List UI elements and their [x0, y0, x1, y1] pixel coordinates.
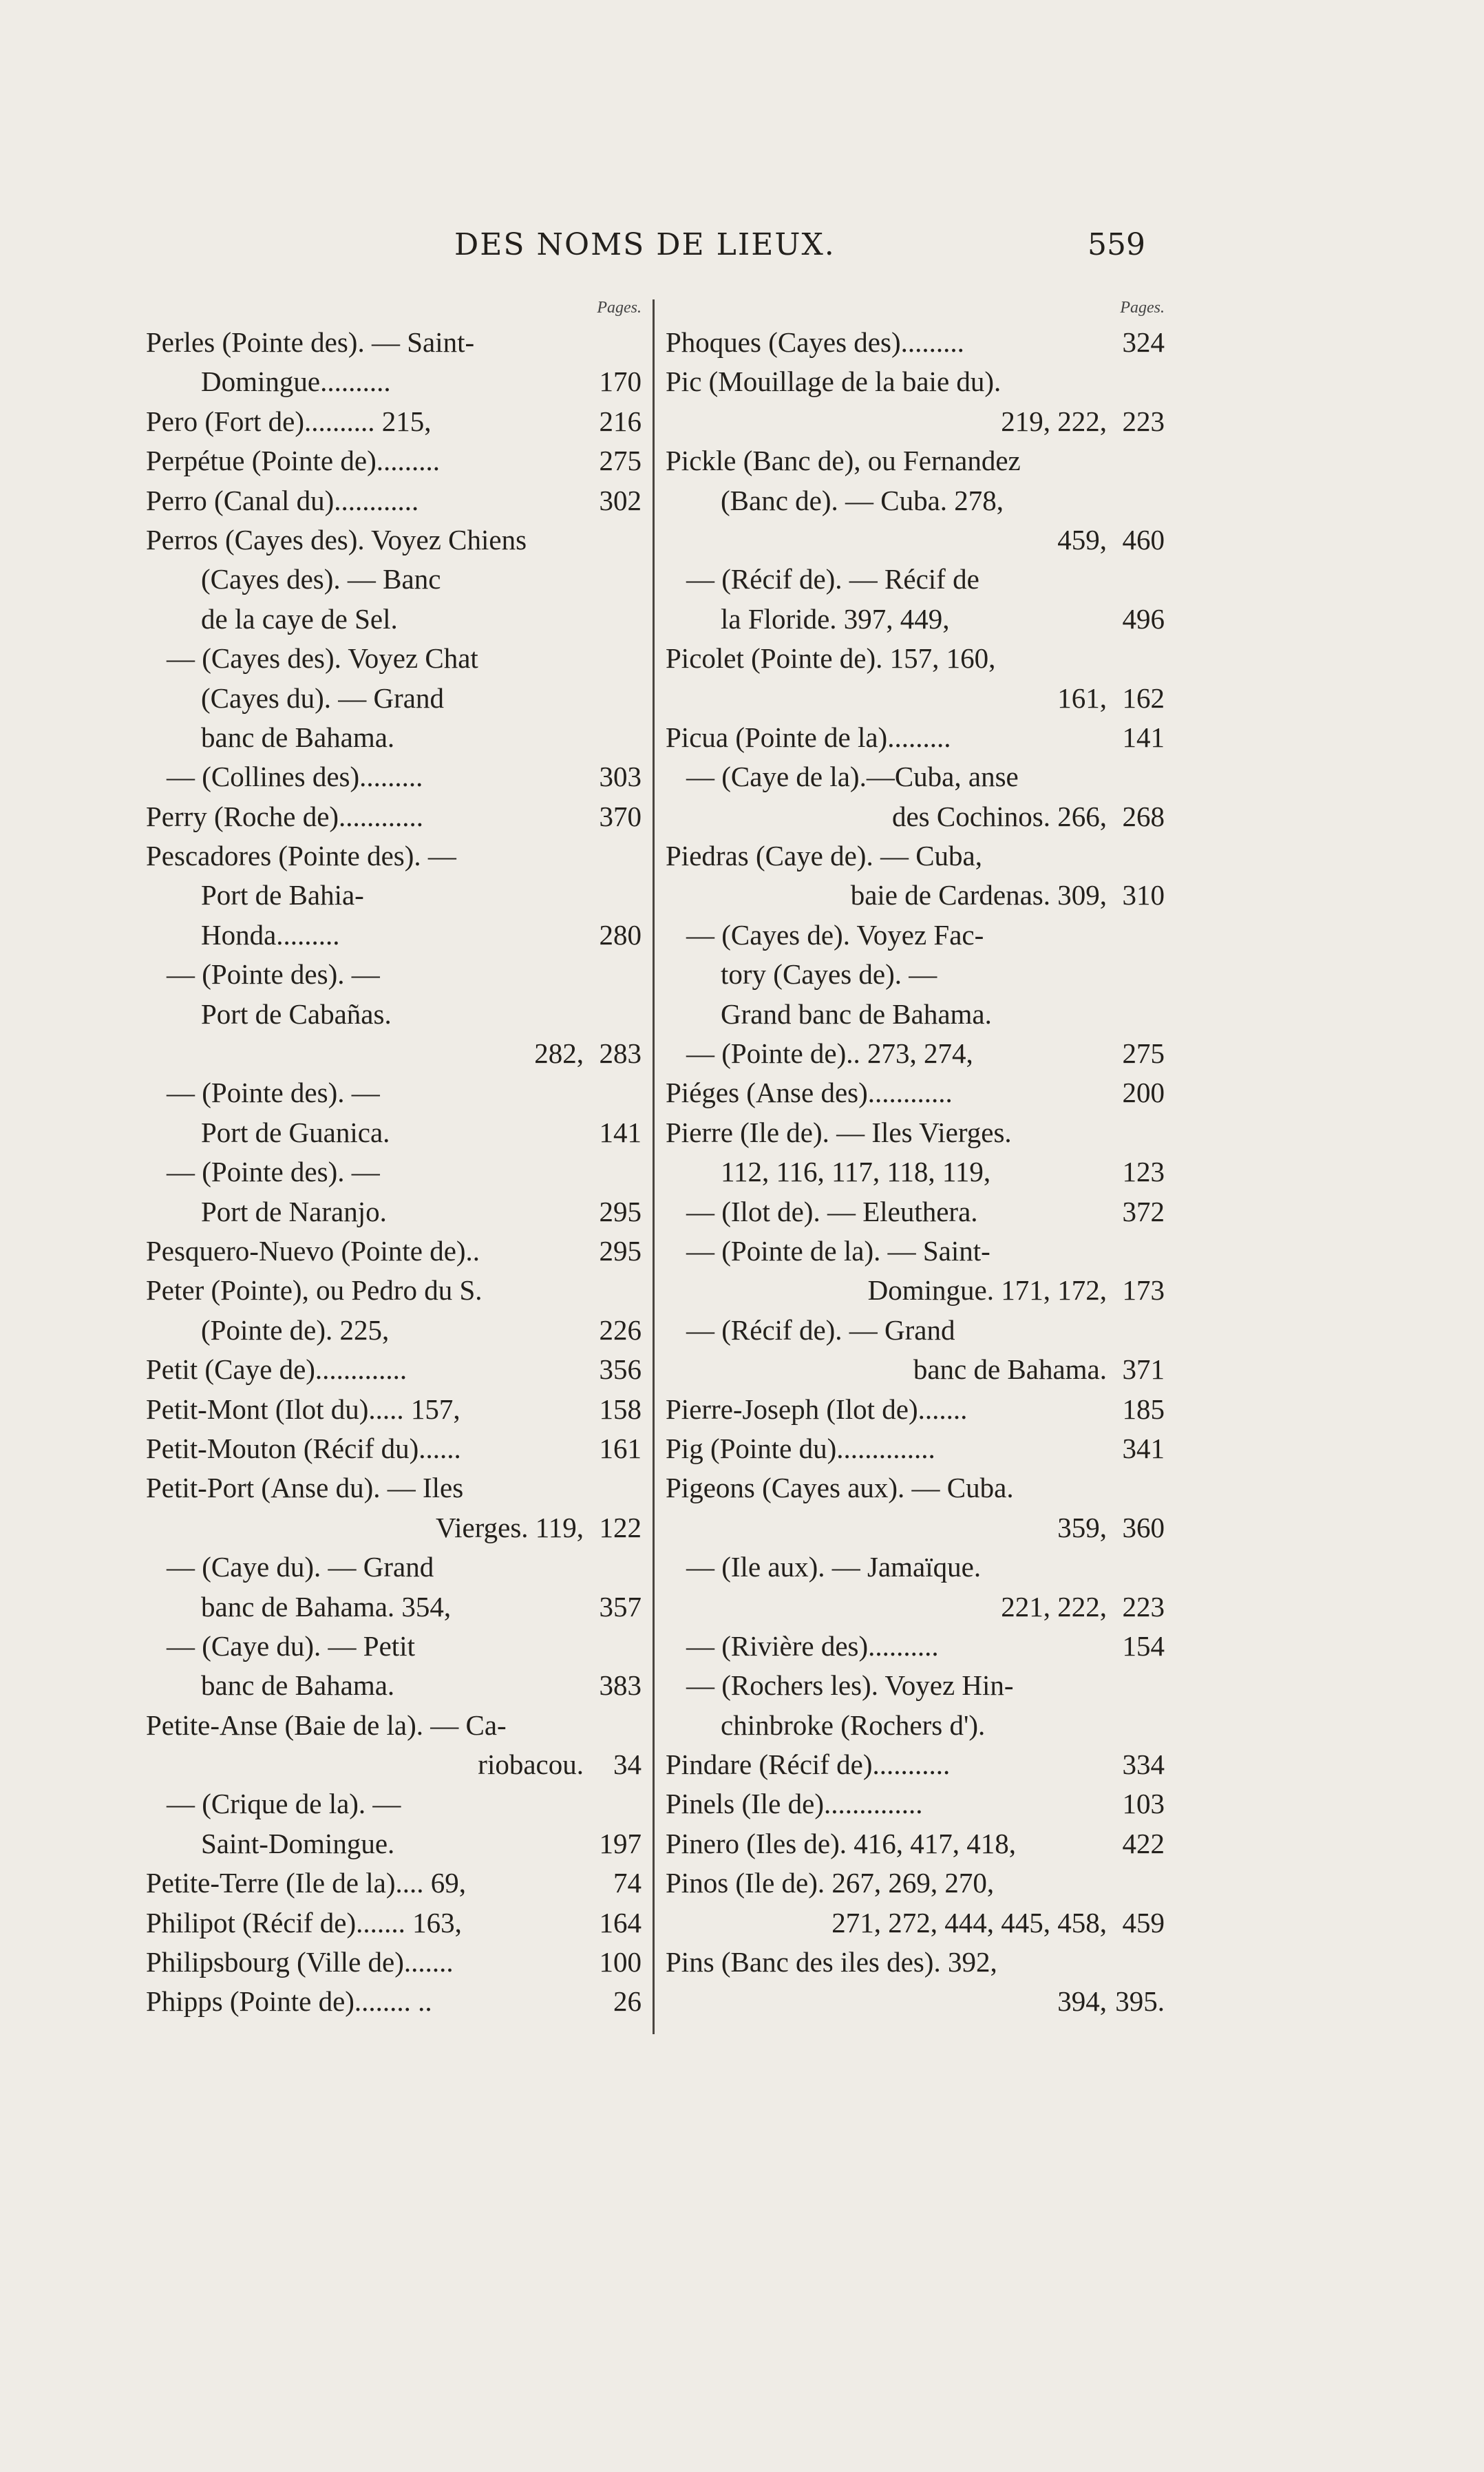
entry-text: Vierges. 119, — [436, 1508, 586, 1547]
entry-text: Port de Bahia- — [201, 876, 367, 915]
index-entry — [666, 955, 1165, 994]
entry-text: 359, — [1057, 1508, 1110, 1547]
index-entry — [666, 797, 1165, 836]
entry-text: (Cayes des). — Banc — [201, 560, 443, 599]
index-entry — [666, 323, 1165, 362]
index-entry — [666, 876, 1165, 915]
entry-text: — (Caye de la).—Cuba, anse — [686, 757, 1021, 796]
entry-text: des Cochinos. 266, — [892, 797, 1110, 836]
entry-text: Petit (Caye de)............. — [146, 1350, 410, 1389]
entry-text: Pero (Fort de).......... 215, — [146, 402, 434, 441]
index-entry — [146, 1943, 642, 1982]
entry-page-number: 302 — [595, 481, 642, 520]
entry-page-number: 275 — [1119, 1034, 1165, 1073]
entry-text: Pierre-Joseph (Ilot de)....... — [666, 1390, 970, 1429]
entry-text: Domingue.......... — [201, 362, 394, 401]
entry-page-number: 185 — [1119, 1390, 1165, 1429]
entry-text: 219, 222, — [1001, 402, 1110, 441]
index-entry — [146, 1152, 642, 1192]
entry-text: 161, — [1057, 679, 1110, 718]
entry-page-number: 141 — [1119, 718, 1165, 757]
entry-page-number: 197 — [595, 1824, 642, 1863]
entry-text: — (Cayes de). Voyez Fac- — [686, 916, 986, 955]
entry-text: — (Collines des)......... — [167, 757, 425, 796]
index-entry — [146, 1587, 642, 1627]
page-title: DES NOMS DE LIEUX. — [454, 227, 836, 262]
index-entry — [666, 1627, 1165, 1666]
entry-text: Pic (Mouillage de la baie du). — [666, 362, 1004, 401]
entry-text: — (Pointe de la). — Saint- — [686, 1232, 993, 1271]
entry-text: (Cayes du). — Grand — [201, 679, 447, 718]
index-entry — [666, 1034, 1165, 1073]
entry-page-number: 303 — [595, 757, 642, 796]
entry-text: tory (Cayes de). — — [721, 955, 940, 994]
index-entry — [666, 1192, 1165, 1232]
index-entry — [666, 600, 1165, 639]
entry-page-number: 334 — [1119, 1745, 1165, 1784]
index-entry — [146, 1350, 642, 1389]
index-entry — [146, 836, 642, 876]
index-entry — [146, 323, 642, 362]
index-entry — [666, 1073, 1165, 1112]
index-entry — [666, 362, 1165, 401]
entry-text: Pickle (Banc de), ou Fernandez — [666, 441, 1024, 480]
index-entry — [666, 1468, 1165, 1508]
index-entry — [146, 1271, 642, 1310]
index-entry — [666, 679, 1165, 718]
index-entry — [666, 402, 1165, 441]
entry-text: Phipps (Pointe de)........ .. — [146, 1982, 435, 2021]
index-entry — [146, 995, 642, 1034]
index-entry — [666, 1311, 1165, 1350]
entry-text: Grand banc de Bahama. — [721, 995, 995, 1034]
entry-page-number: 103 — [1119, 1784, 1165, 1824]
index-entry — [666, 916, 1165, 955]
entry-page-number: 356 — [595, 1350, 642, 1389]
entry-text: (Banc de). — Cuba. 278, — [721, 481, 1006, 520]
entry-page-number: 74 — [609, 1863, 642, 1903]
entry-text: Domingue. 171, 172, — [868, 1271, 1110, 1310]
entry-text: Peter (Pointe), ou Pedro du S. — [146, 1271, 485, 1310]
index-entry — [666, 1232, 1165, 1271]
entry-page-number: 141 — [595, 1113, 642, 1152]
entry-page-number: 123 — [1119, 1152, 1165, 1192]
index-entry — [666, 1824, 1165, 1863]
left-index-column — [146, 293, 642, 2022]
entry-text: Picua (Pointe de la)......... — [666, 718, 953, 757]
index-entry — [146, 718, 642, 757]
index-entry — [146, 1113, 642, 1152]
index-entry — [146, 1666, 642, 1705]
entry-text: — (Ilot de). — Eleuthera. — [686, 1192, 981, 1232]
entry-text: Perles (Pointe des). — Saint- — [146, 323, 477, 362]
entry-text: Pinos (Ile de). 267, 269, 270, — [666, 1863, 997, 1903]
entry-text: — (Pointe des). — — [167, 955, 383, 994]
entry-page-number: 26 — [609, 1982, 642, 2021]
index-entry — [146, 639, 642, 678]
index-entry — [146, 757, 642, 796]
entry-text: — (Pointe des). — — [167, 1073, 383, 1112]
index-entry — [146, 600, 642, 639]
entry-page-number: 360 — [1119, 1508, 1165, 1547]
index-entry — [146, 1784, 642, 1824]
entry-text: Petit-Mouton (Récif du)...... — [146, 1429, 464, 1468]
index-entry — [146, 520, 642, 560]
index-entry — [666, 1271, 1165, 1310]
entry-page-number: 460 — [1119, 520, 1165, 560]
index-entry — [666, 441, 1165, 480]
index-entry — [146, 1863, 642, 1903]
entry-text: Honda......... — [201, 916, 343, 955]
entry-page-number: 275 — [595, 441, 642, 480]
index-entry — [146, 955, 642, 994]
entry-text: Saint-Domingue. — [201, 1824, 397, 1863]
index-entry — [146, 1232, 642, 1271]
entry-text: Pinero (Iles de). 416, 417, 418, — [666, 1824, 1019, 1863]
index-entry — [146, 1547, 642, 1587]
entry-text: Pigeons (Cayes aux). — Cuba. — [666, 1468, 1017, 1508]
entry-text: Petite-Terre (Ile de la).... 69, — [146, 1863, 469, 1903]
entry-text: Pig (Pointe du).............. — [666, 1429, 938, 1468]
entry-page-number: 170 — [595, 362, 642, 401]
index-entry — [666, 1113, 1165, 1152]
entry-text: Piedras (Caye de). — Cuba, — [666, 836, 985, 876]
entry-text: 271, 272, 444, 445, 458, — [831, 1903, 1110, 1943]
entry-text: banc de Bahama. — [913, 1350, 1110, 1389]
entry-text: Perro (Canal du)............ — [146, 481, 421, 520]
entry-text: banc de Bahama. — [201, 1666, 397, 1705]
entry-page-number: 370 — [595, 797, 642, 836]
entry-text: la Floride. 397, 449, — [721, 600, 953, 639]
pages-column-label: Pages. — [597, 299, 642, 317]
index-entry — [146, 916, 642, 955]
entry-text: Pescadores (Pointe des). — — [146, 836, 459, 876]
index-entry — [666, 1350, 1165, 1389]
index-entry — [146, 876, 642, 915]
entry-page-number: 395. — [1111, 1982, 1165, 2021]
entry-page-number: 310 — [1119, 876, 1165, 915]
index-entry — [666, 1863, 1165, 1903]
entry-text: — (Rochers les). Voyez Hin- — [686, 1666, 1017, 1705]
index-entry — [146, 679, 642, 718]
index-entry — [146, 481, 642, 520]
entry-page-number: 324 — [1119, 323, 1165, 362]
index-entry — [666, 836, 1165, 876]
entry-page-number: 357 — [595, 1587, 642, 1627]
entry-text: Petit-Mont (Ilot du)..... 157, — [146, 1390, 463, 1429]
entry-text: Perpétue (Pointe de)......... — [146, 441, 443, 480]
entry-page-number: 383 — [595, 1666, 642, 1705]
entry-text: — (Crique de la). — — [167, 1784, 403, 1824]
entry-page-number: 154 — [1119, 1627, 1165, 1666]
entry-text: Perros (Cayes des). Voyez Chiens — [146, 520, 529, 560]
entry-page-number: 100 — [595, 1943, 642, 1982]
entry-page-number: 372 — [1119, 1192, 1165, 1232]
entry-text: (Pointe de). 225, — [201, 1311, 392, 1350]
entry-page-number: 371 — [1119, 1350, 1165, 1389]
entry-text: Pesquero-Nuevo (Pointe de).. — [146, 1232, 483, 1271]
page-number: 559 — [1088, 227, 1145, 262]
entry-page-number: 173 — [1119, 1271, 1165, 1310]
index-entry — [146, 1745, 642, 1784]
entry-text: Perry (Roche de)............ — [146, 797, 426, 836]
entry-page-number: 422 — [1119, 1824, 1165, 1863]
index-entry — [146, 1627, 642, 1666]
index-entry — [146, 1311, 642, 1350]
index-entry — [666, 1429, 1165, 1468]
entry-page-number: 223 — [1119, 1587, 1165, 1627]
index-entry — [666, 1745, 1165, 1784]
index-entry — [666, 520, 1165, 560]
entry-text: Philipot (Récif de)....... 163, — [146, 1903, 465, 1943]
index-entry — [146, 1468, 642, 1508]
index-entry — [146, 1508, 642, 1547]
column-divider — [653, 299, 655, 2034]
entry-text: Port de Cabañas. — [201, 995, 394, 1034]
entry-text: Port de Guanica. — [201, 1113, 392, 1152]
index-entry — [666, 1903, 1165, 1943]
entry-text: Pinels (Ile de).............. — [666, 1784, 925, 1824]
index-entry — [666, 718, 1165, 757]
entry-page-number: 164 — [595, 1903, 642, 1943]
index-entry — [666, 1706, 1165, 1745]
entry-text: chinbroke (Rochers d'). — [721, 1706, 988, 1745]
entry-text: banc de Bahama. 354, — [201, 1587, 454, 1627]
entry-page-number: 200 — [1119, 1073, 1165, 1112]
entry-text: Pins (Banc des iles des). 392, — [666, 1943, 1000, 1982]
entry-text: riobacou. — [478, 1745, 586, 1784]
index-entry — [146, 1706, 642, 1745]
index-entry — [146, 1390, 642, 1429]
entry-page-number: 223 — [1119, 402, 1165, 441]
index-entry — [666, 1390, 1165, 1429]
index-entry — [666, 757, 1165, 796]
index-entry — [666, 1508, 1165, 1547]
entry-text: — (Rivière des).......... — [686, 1627, 942, 1666]
index-entry — [666, 560, 1165, 599]
index-entry — [666, 1547, 1165, 1587]
entry-page-number: 341 — [1119, 1429, 1165, 1468]
index-entry — [146, 1192, 642, 1232]
index-entry — [666, 995, 1165, 1034]
entry-text: baie de Cardenas. 309, — [851, 876, 1110, 915]
index-entry — [666, 481, 1165, 520]
entry-text: 221, 222, — [1001, 1587, 1110, 1627]
entry-text: Port de Naranjo. — [201, 1192, 390, 1232]
entry-page-number: 496 — [1119, 600, 1165, 639]
entry-text: — (Récif de). — Grand — [686, 1311, 958, 1350]
entry-text: 394, — [1057, 1982, 1110, 2021]
entry-page-number: 34 — [609, 1745, 642, 1784]
index-entry — [666, 1152, 1165, 1192]
entry-text: Picolet (Pointe de). 157, 160, — [666, 639, 998, 678]
entry-text: — (Pointe de).. 273, 274, — [686, 1034, 976, 1073]
entry-text: Pindare (Récif de)........... — [666, 1745, 953, 1784]
entry-text: — (Ile aux). — Jamaïque. — [686, 1547, 984, 1587]
entry-text: Pierre (Ile de). — Iles Vierges. — [666, 1113, 1015, 1152]
entry-page-number: 122 — [595, 1508, 642, 1547]
index-entry — [666, 1587, 1165, 1627]
right-index-column — [666, 293, 1165, 2022]
entry-text: — (Caye du). — Petit — [167, 1627, 418, 1666]
entry-text: — (Cayes des). Voyez Chat — [167, 639, 481, 678]
entry-text: 112, 116, 117, 118, 119, — [721, 1152, 993, 1192]
index-entry — [146, 1429, 642, 1468]
index-entry — [146, 1903, 642, 1943]
entry-text: de la caye de Sel. — [201, 600, 401, 639]
index-entry — [666, 1982, 1165, 2021]
index-entry — [146, 560, 642, 599]
entry-page-number: 295 — [595, 1232, 642, 1271]
index-entry — [146, 797, 642, 836]
entry-page-number: 280 — [595, 916, 642, 955]
entry-text: — (Récif de). — Récif de — [686, 560, 982, 599]
entry-page-number: 162 — [1119, 679, 1165, 718]
running-header — [0, 227, 1484, 268]
index-entry — [666, 1666, 1165, 1705]
index-entry — [146, 402, 642, 441]
index-entry — [146, 1073, 642, 1112]
pages-column-label: Pages. — [1120, 299, 1165, 317]
index-entry — [146, 362, 642, 401]
index-entry — [666, 1784, 1165, 1824]
entry-page-number: 161 — [595, 1429, 642, 1468]
entry-text: Philipsbourg (Ville de)....... — [146, 1943, 456, 1982]
entry-page-number: 216 — [595, 402, 642, 441]
entry-page-number: 226 — [595, 1311, 642, 1350]
index-entry — [666, 639, 1165, 678]
entry-text: Petite-Anse (Baie de la). — Ca- — [146, 1706, 509, 1745]
index-entry — [146, 1034, 642, 1073]
index-entry — [666, 1943, 1165, 1982]
index-entry — [146, 441, 642, 480]
entry-text: banc de Bahama. — [201, 718, 397, 757]
entry-page-number: 459 — [1119, 1903, 1165, 1943]
entry-text: Phoques (Cayes des)......... — [666, 323, 967, 362]
entry-page-number: 158 — [595, 1390, 642, 1429]
index-entry — [146, 1982, 642, 2021]
entry-page-number: 283 — [595, 1034, 642, 1073]
index-entry — [146, 1824, 642, 1863]
entry-page-number: 268 — [1119, 797, 1165, 836]
entry-text: 282, — [534, 1034, 586, 1073]
entry-page-number: 295 — [595, 1192, 642, 1232]
entry-text: — (Pointe des). — — [167, 1152, 383, 1192]
entry-text: Piéges (Anse des)............ — [666, 1073, 955, 1112]
entry-text: Petit-Port (Anse du). — Iles — [146, 1468, 466, 1508]
entry-text: 459, — [1057, 520, 1110, 560]
entry-text: — (Caye du). — Grand — [167, 1547, 436, 1587]
